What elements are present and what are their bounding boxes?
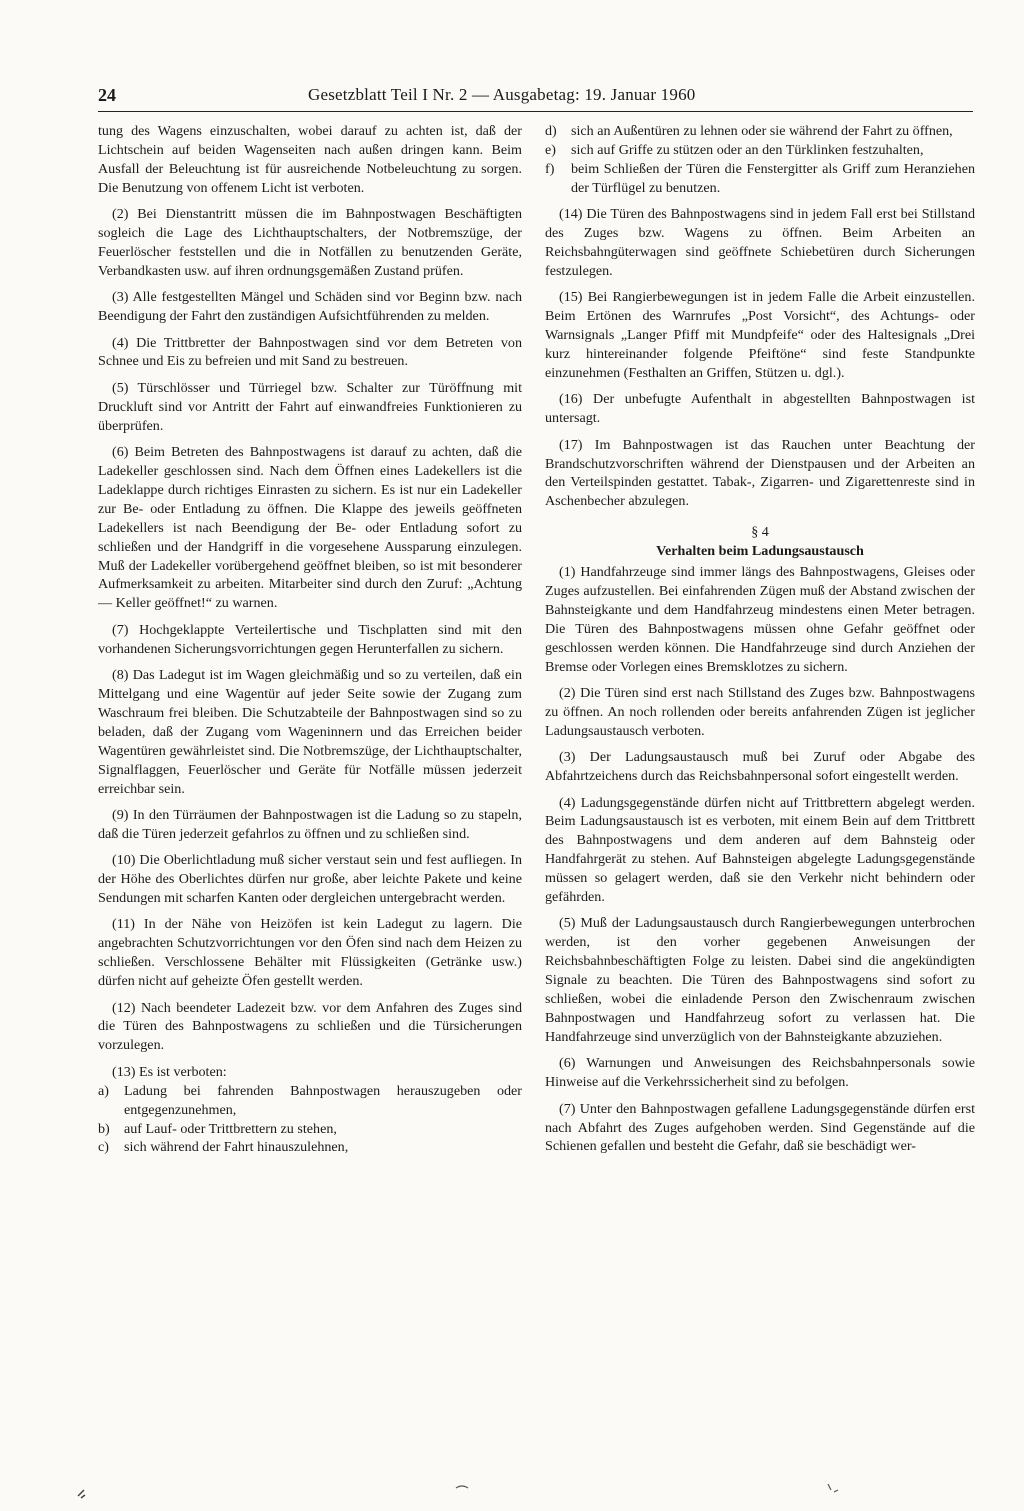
list-item-label: a) [98, 1082, 109, 1099]
paragraph: (2) Bei Dienstantritt müssen die im Bahnpostwagen Beschäftigten sogleich die Lage des Lichthauptschalters, der Notbremszüge, der Feuerlöscher feststellen und die in Notfällen zu benutzenden Geräte, Verbandkasten usw. auf ihren ordnungsgemäßen Zustand prüfen. [98, 206, 522, 279]
list-item [98, 1120, 522, 1139]
paragraph: (12) Nach beendeter Ladezeit bzw. vor dem Anfahren des Zuges sind die Türen des Bahnpostwagens zu schließen und die Türsicherungen vorzulegen. [98, 999, 522, 1054]
list-item-text: sich während der Fahrt hinauszulehnen, [124, 1139, 349, 1156]
paragraph: (5) Türschlösser und Türriegel bzw. Schalter zur Türöffnung mit Druckluft sind vor Antritt der Fahrt auf einwandfreies Funktionieren zu überprüfen. [98, 379, 522, 434]
section-title: Verhalten beim Ladungsaustausch [656, 543, 864, 560]
running-head: Gesetzblatt Teil I Nr. 2 — Ausgabetag: 19. Januar 1960 [308, 85, 696, 104]
list-item [545, 160, 975, 198]
paragraph: tung des Wagens einzuschalten, wobei darauf zu achten ist, daß der Lichtschein auf beiden Wagenseiten nach außen dringen kann. Beim Ausfall der Beleuchtung ist für ausreichende Notbeleuchtung zu sorgen. Die Benutzung von offenem Licht ist verboten. [98, 123, 522, 196]
paragraph: (1) Handfahrzeuge sind immer längs des Bahnpostwagens, Gleises oder Zuges aufzustellen. Bei einfahrenden Zügen muß der Abstand zwischen der Bahnsteigkante und dem Handfahrzeug mindestens einen Meter betragen. Die Türen des Bahnpostwagens müssen ohne Gefahr geöffnet oder geschlossen werden können. Die Handfahrzeuge sind durch Anziehen der Bremse oder Vorlegen eines Bremsklotzes zu sichern. [545, 564, 975, 675]
list-item-text: sich an Außentüren zu lehnen oder sie während der Fahrt zu öffnen, [571, 123, 953, 139]
paragraph: (5) Muß der Ladungsaustausch durch Rangierbewegungen unterbrochen werden, ist den vorher gegebenen Anweisungen der Reichsbahnbeschäftigten Folge zu leisten. Dabei sind die angekündigten Signale zu beachten. Die Türen des Bahnpostwagens sind sofort zu schließen, wobei die einladende Person den Zwischenraum zwischen Bahnpostwagen und Handfahrzeug sofort zu verlassen hat. Die Handfahrzeuge sind unverzüglich von der Bahnsteigkante abzuziehen. [545, 915, 975, 1045]
paragraph: (10) Die Oberlichtladung muß sicher verstaut sein und fest aufliegen. In der Höhe des Oberlichtes dürfen nur große, aber leichte Pakete und keine Sendungen mit scharfen Kanten oder dergleichen untergebracht werden. [98, 852, 522, 907]
paragraph: (4) Ladungsgegenstände dürfen nicht auf Trittbrettern abgelegt werden. Beim Ladungsaustausch ist es verboten, mit einem Bein auf dem Trittbrett des Bahnpostwagens und dem anderen auf dem Bahnsteig oder Handfahrgerät zu stehen. Auf Bahnsteigen abgelegte Ladungsgegenstände müssen so gelagert werden, daß sie den Verkehr nicht behindern oder gefährden. [545, 794, 975, 906]
paragraph: (6) Warnungen und Anweisungen des Reichsbahnpersonals sowie Hinweise auf die Verkehrssicherheit sind zu befolgen. [545, 1055, 975, 1091]
paragraph: (14) Die Türen des Bahnpostwagens sind in jedem Fall erst bei Stillstand des Zuges bzw. Wagens zu öffnen. Beim Arbeiten an Reichsbahngüterwagen sind geöffnete Schiebetüren durch Sicherungen festzulegen. [545, 206, 975, 279]
paragraph: (17) Im Bahnpostwagen ist das Rauchen unter Beachtung der Brandschutzvorschriften während der Dienstpausen und der Arbeiten an den Verteilspinden gestattet. Tabak-, Zigarren- und Zigarettenreste sind in Aschenbecher abzulegen. [545, 436, 975, 510]
list-item-label: c) [98, 1139, 109, 1156]
paragraph: (3) Der Ladungsaustausch muß bei Zuruf oder Abgabe des Abfahrtzeichens durch das Reichsbahnpersonal sofort eingestellt werden. [545, 749, 975, 785]
list-item-text: auf Lauf- oder Trittbrettern zu stehen, [124, 1120, 337, 1137]
paragraph: (4) Die Trittbretter der Bahnpostwagen sind vor dem Betreten von Schnee und Eis zu befreien und mit Sand zu bestreuen. [98, 334, 522, 370]
list-item-label: d) [545, 123, 557, 139]
paragraph: (9) In den Türräumen der Bahnpostwagen ist die Ladung so zu stapeln, daß die Türen jederzeit gefahrlos zu öffnen und zu schließen sind. [98, 806, 522, 842]
list-item-text: beim Schließen der Türen die Fenstergitter als Griff zum Heranziehen der Türflügel zu benutzen. [571, 160, 975, 196]
page-header [98, 85, 973, 112]
paragraph: (11) In der Nähe von Heizöfen ist kein Ladegut zu lagern. Die angebrachten Schutzvorrichtungen vor den Öfen sind nach dem Heizen zu schließen. Verschlossene Behälter mit Flüssigkeiten (Getränke usw.) dürfen nicht auf geheizte Öfen gestellt werden. [98, 916, 522, 990]
paragraph: (2) Die Türen sind erst nach Stillstand des Zuges bzw. Bahnpostwagens zu öffnen. An noch rollenden oder bereits anfahrenden Zügen ist jeglicher Ladungsaustausch verboten. [545, 684, 975, 739]
paragraph: (15) Bei Rangierbewegungen ist in jedem Falle die Arbeit einzustellen. Beim Ertönen des Warnrufes „Post Vorsicht“, des Achtungs- oder Warnsignals „Langer Pfiff mit Mundpfeife“ oder des Haltesignals „Drei kurz hintereinander folgende Pfeiftöne“ sind feste Standpunkte einzunehmen (Festhalten an Griffen, Stützen u. dgl.). [545, 289, 975, 381]
list-item-text: sich auf Griffe zu stützen oder an den Türklinken festzuhalten, [571, 141, 924, 158]
list-item-text: Ladung bei fahrenden Bahnpostwagen herauszugeben oder entgegenzunehmen, [124, 1082, 522, 1118]
list-item [545, 141, 975, 160]
paragraph: (3) Alle festgestellten Mängel und Schäden sind vor Beginn bzw. nach Beendigung der Fahrt den zuständigen Aufsichtführenden zu melden. [98, 289, 522, 325]
paragraph: (13) Es ist verboten: [112, 1063, 227, 1080]
paragraph: (8) Das Ladegut ist im Wagen gleichmäßig und so zu verteilen, daß ein Mittelgang und eine Wagentür auf jeder Seite sowie der Zugang zum Waschraum frei bleiben. Die Schutzabteile der Bahnpostwagen sind so zu beladen, daß der Zugang vom Wageninnern und das Erreichen beider Wagentüren gewährleistet sind. Die Notbremszüge, der Lichthauptschalter, Signalflaggen, Feuerlöscher und Geräte für Notfälle müssen jederzeit erreichbar sein. [98, 667, 522, 797]
page-number: 24 [98, 85, 116, 105]
section-number: § 4 [751, 524, 769, 541]
list-item [98, 1138, 522, 1157]
paragraph: (16) Der unbefugte Aufenthalt in abgestellten Bahnpostwagen ist untersagt. [545, 391, 975, 427]
left-column [98, 122, 522, 1157]
list-item [98, 1082, 522, 1120]
paragraph: (6) Beim Betreten des Bahnpostwagens ist darauf zu achten, daß die Ladekeller geschlossen sind. Nach dem Öffnen eines Ladekellers ist die Ladeklappe durch richtiges Einrasten zu sichern. Es ist nur ein Ladekeller zur Be- oder Entladung zu öffnen. Die Klappe des jeweils geöffneten Ladekellers ist nach Beendigung der Be- oder Entladung sofort zu schließen und der Handgriff in die vorgesehene Aussparung einzulegen. Muß der Ladekeller vorübergehend geöffnet bleiben, so ist mit besonderer Aufmerksamkeit zu arbeiten. Mitarbeiter sind durch den Zuruf: „Achtung — Keller geöffnet!“ zu warnen. [98, 444, 522, 612]
scan-specks [0, 1480, 1024, 1500]
list-item-label: f) [545, 160, 555, 177]
list-item-label: e) [545, 141, 556, 158]
list-item [545, 122, 975, 141]
paragraph: (7) Hochgeklappte Verteilertische und Tischplatten sind mit den vorhandenen Sicherungsvorrichtungen gegen Herunterfallen zu sichern. [98, 621, 522, 657]
paragraph: (7) Unter den Bahnpostwagen gefallene Ladungsgegenstände dürfen erst nach Abfahrt des Zuges aufgehoben werden. Sind Gegenstände auf die Schienen gefallen und besteht die Gefahr, daß sie beschädigt wer- [545, 1100, 975, 1155]
right-column [545, 122, 975, 1164]
list-item-label: b) [98, 1120, 110, 1137]
